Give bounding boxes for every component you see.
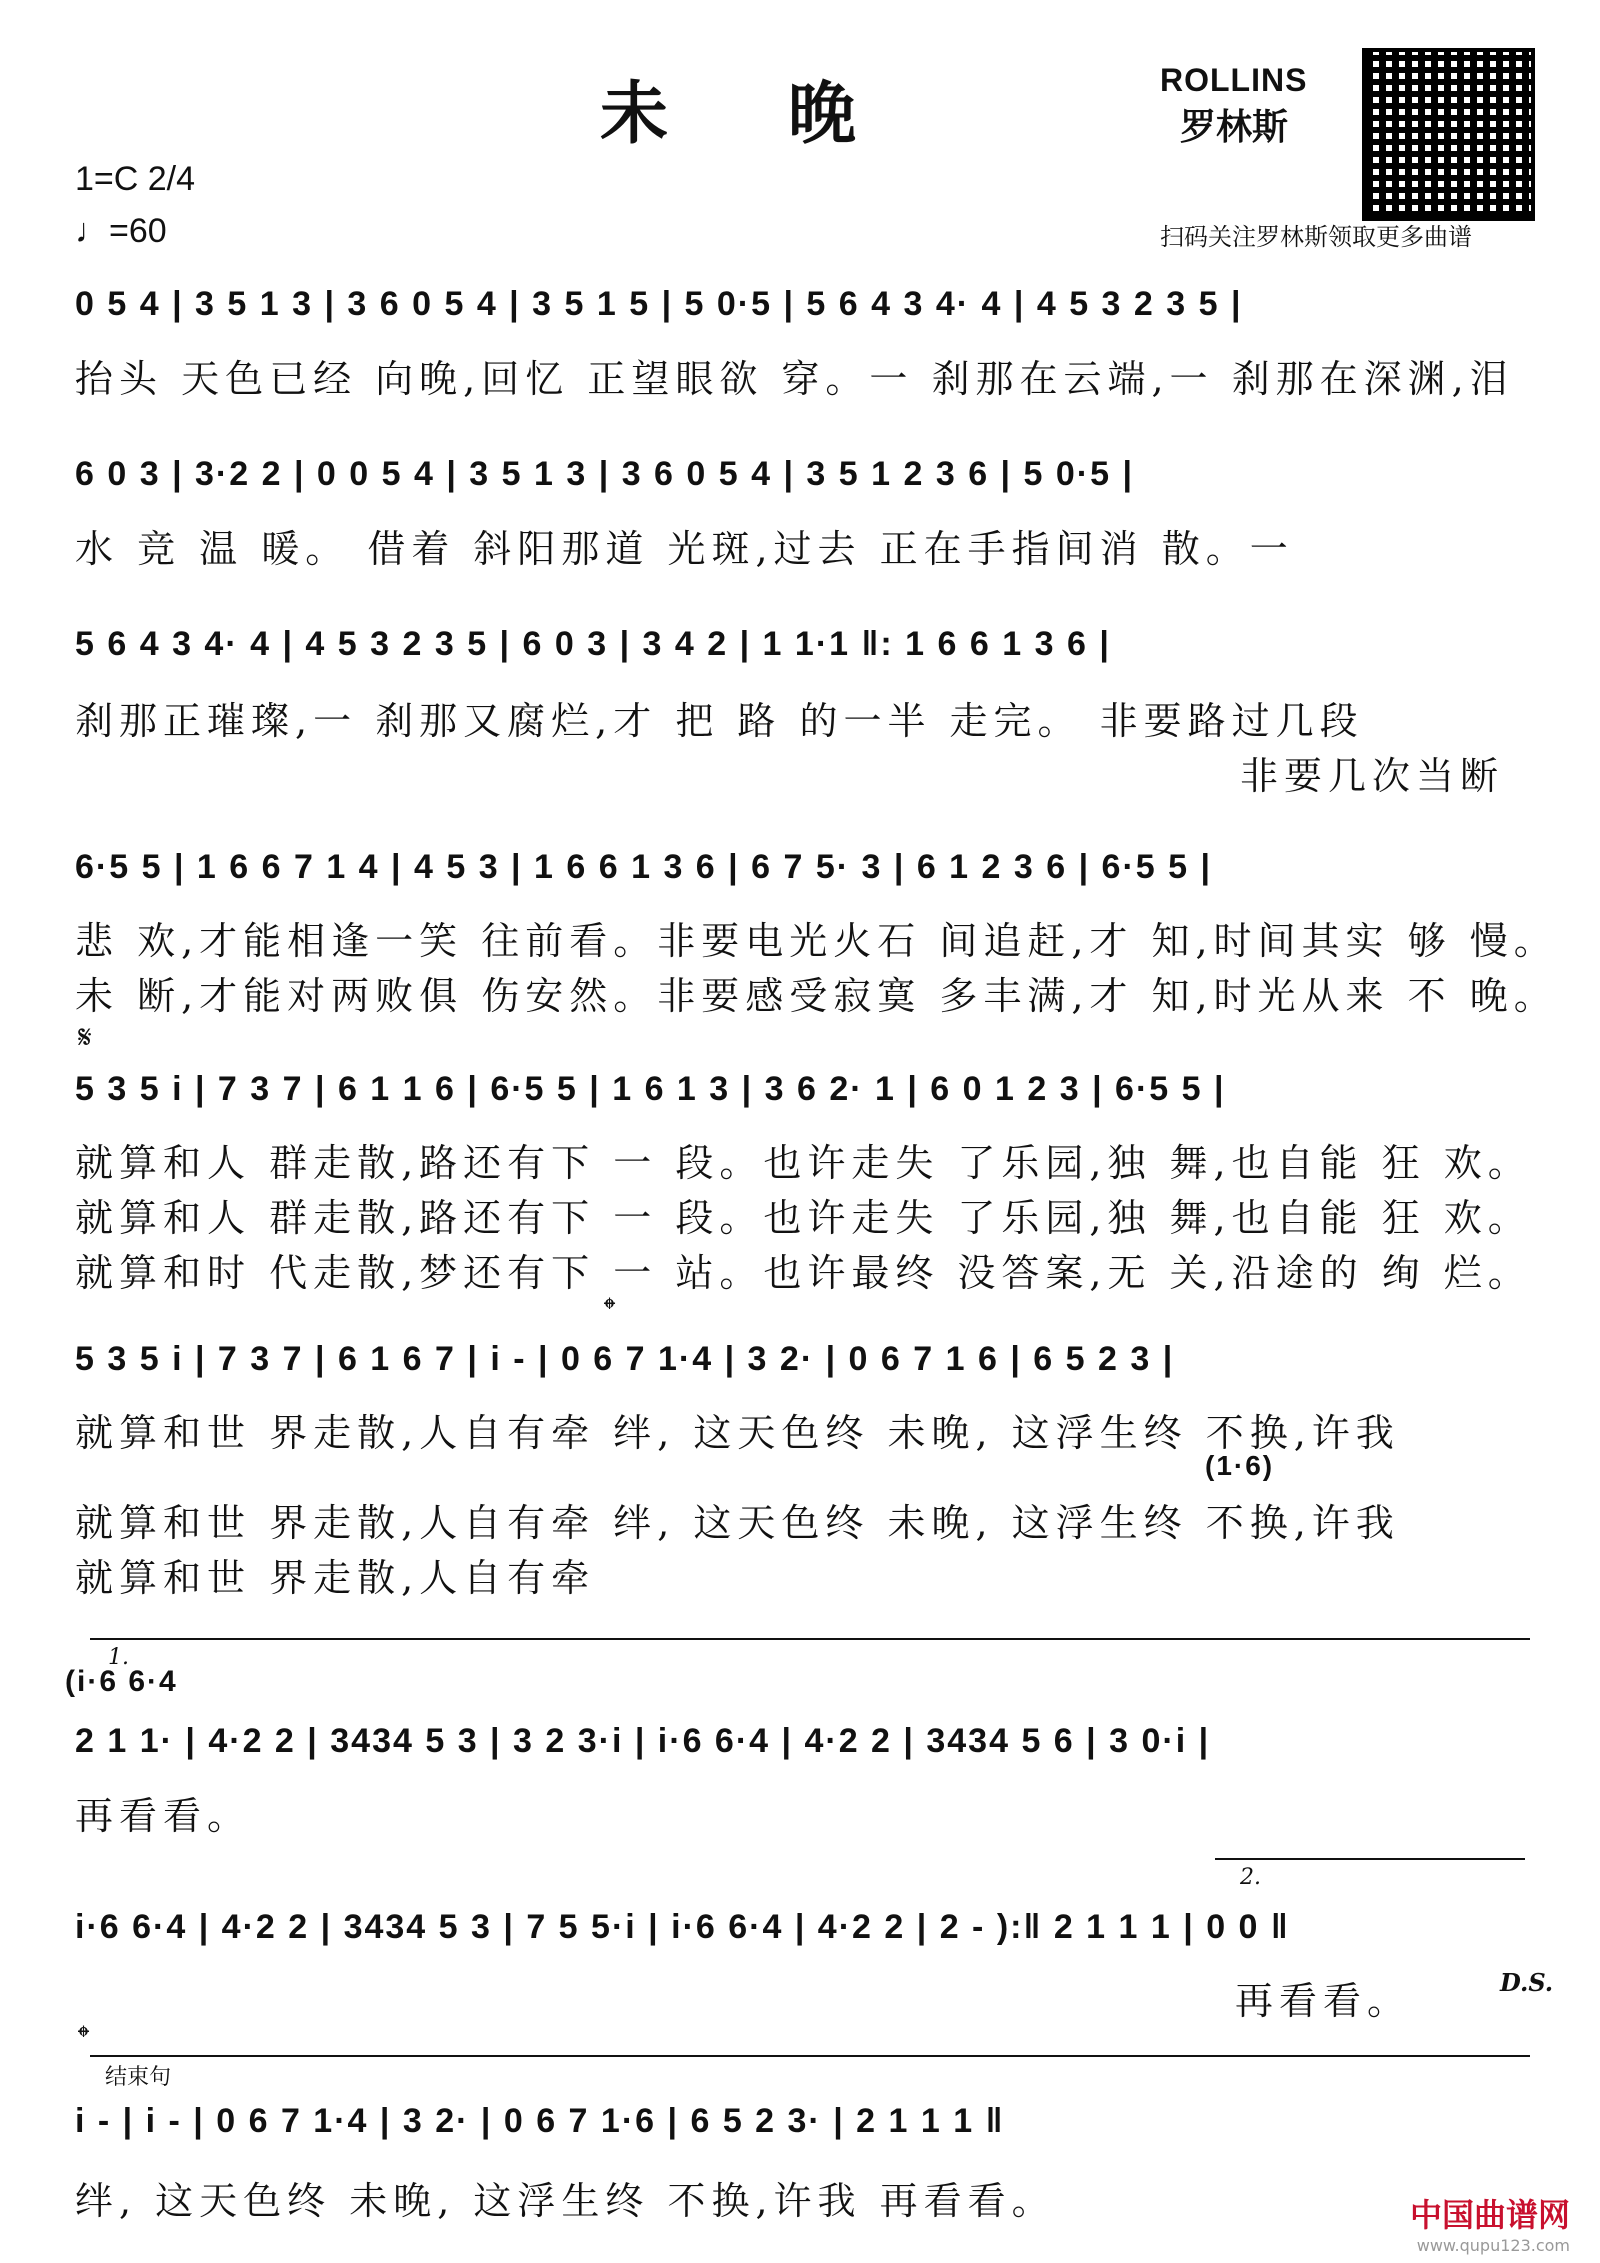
lyric-row-3: 刹那正璀璨,一 刹那又腐烂,才 把 路 的一半 走完。 非要路过几段 [75,699,1364,743]
lyric-row-4b: 未 断,才能对两败俱 伤安然。非要感受寂寞 多丰满,才 知,时光从来 不 晚。 [75,974,1558,1018]
coda-icon-2: 𝄌 [78,2018,90,2056]
notation-row-6: 5 3 5 i | 7 3 7 | 6 1 6 7 | i - | 0 6 7 1·4 | 3 2· | 0 6 7 1 6 | 6 5 2 3 | [75,1340,1175,1378]
notation-row-4: 6·5 5 | 1 6 6 7 1 4 | 4 5 3 | 1 6 6 1 3 6 | 6 7 5· 3 | 6 1 2 3 6 | 6·5 5 | [75,848,1213,886]
coda-icon: 𝄌 [604,1290,616,1328]
notation-row-2: 6 0 3 | 3·2 2 | 0 0 5 4 | 3 5 1 3 | 3 6 0 5 4 | 3 5 1 2 3 6 | 5 0·5 | [75,455,1134,493]
alt-notes-1-6: (1·6) [1205,1450,1275,1481]
watermark-url: www.qupu123.com [1416,2236,1570,2255]
lyric-row-4: 悲 欢,才能相逢一笑 往前看。非要电光火石 间追赶,才 知,时间其实 够 慢。 [75,919,1558,963]
lyric-row-5c: 就算和时 代走散,梦还有下 一 站。也许最终 没答案,无 关,沿途的 绚 烂。 [75,1251,1532,1295]
coda-label: 结束句 [105,2065,172,2090]
logo-chinese: 罗林斯 [1180,107,1289,148]
ending-1-label: 1. [108,1645,129,1670]
key-signature: 1=C 2/4 [75,160,196,198]
lyric-row-1: 抬头 天色已经 向晚,回忆 正望眼欲 穿。一 刹那在云端,一 刹那在深渊,泪 [75,357,1514,401]
lyric-row-5a: 就算和人 群走散,路还有下 一 段。也许走失 了乐园,独 舞,也自能 狂 欢。 [75,1141,1532,1185]
lyric-row-3b: 非要几次当断 [1240,754,1505,798]
notation-row-1: 0 5 4 | 3 5 1 3 | 3 6 0 5 4 | 3 5 1 5 | 5 0·5 | 5 6 4 3 4· 4 | 4 5 3 2 3 5 | [75,285,1243,323]
watermark-site: 中国曲谱网 [1409,2196,1570,2234]
lyric-row-5b: 就算和人 群走散,路还有下 一 段。也许走失 了乐园,独 舞,也自能 狂 欢。 [75,1196,1532,1240]
qr-caption: 扫码关注罗林斯领取更多曲谱 [1160,223,1472,251]
site-watermark [1410,2190,1570,2255]
ending-bracket-2 [1215,1858,1525,1860]
lyric-row-7: 再看看。 [75,1794,252,1838]
notation-row-7: 2 1 1· | 4·2 2 | 3434 5 3 | 3 2 3·i | i·6 6·4 | 4·2 2 | 3434 5 6 | 3 0·i | [75,1722,1211,1760]
segno-icon: 𝄋 [78,1018,92,1056]
lyric-row-9: 绊, 这天色终 未晚, 这浮生终 不换,许我 再看看。 [75,2179,1056,2223]
notation-row-3: 5 6 4 3 4· 4 | 4 5 3 2 3 5 | 6 0 3 | 3 4 2 | 1 1·1 ‖: 1 6 6 1 3 6 | [75,625,1111,663]
lyric-row-8: 再看看。 [1235,1979,1412,2023]
lyric-row-6c: 就算和世 界走散,人自有牵 [75,1556,596,1600]
lyric-row-6a: 就算和世 界走散,人自有牵 绊, 这天色终 未晚, 这浮生终 不换,许我 [75,1411,1400,1455]
ending-bracket-1 [90,1638,1530,1640]
coda-bracket [90,2055,1530,2057]
tempo-marking: ♩=60 [75,212,167,250]
ending-2-label: 2. [1240,1865,1261,1890]
notation-row-8: i·6 6·4 | 4·2 2 | 3434 5 3 | 7 5 5·i | i·6 6·4 | 4·2 2 | 2 - ):‖ 2 1 1 1 | 0 0 ‖ [75,1908,1290,1946]
ds-mark: D.S. [1500,1968,1554,1997]
lyric-row-2: 水 竞 温 暖。 借着 斜阳那道 光斑,过去 正在手指间消 散。一 [75,527,1294,571]
qr-code-icon[interactable] [1362,48,1535,221]
lyric-row-6b: 就算和世 界走散,人自有牵 绊, 这天色终 未晚, 这浮生终 不换,许我 [75,1501,1400,1545]
alt-notes-i-6: (i·6 6·4 [65,1665,178,1698]
logo-brand: ROLLINS [1160,62,1308,98]
song-title: 未晚 [600,74,977,154]
notation-row-9: i - | i - | 0 6 7 1·4 | 3 2· | 0 6 7 1·6 | 6 5 2 3· | 2 1 1 1 ‖ [75,2102,1005,2140]
rollins-logo [1160,62,1350,150]
notation-row-5: 5 3 5 i | 7 3 7 | 6 1 1 6 | 6·5 5 | 1 6 1 3 | 3 6 2· 1 | 6 0 1 2 3 | 6·5 5 | [75,1070,1226,1108]
